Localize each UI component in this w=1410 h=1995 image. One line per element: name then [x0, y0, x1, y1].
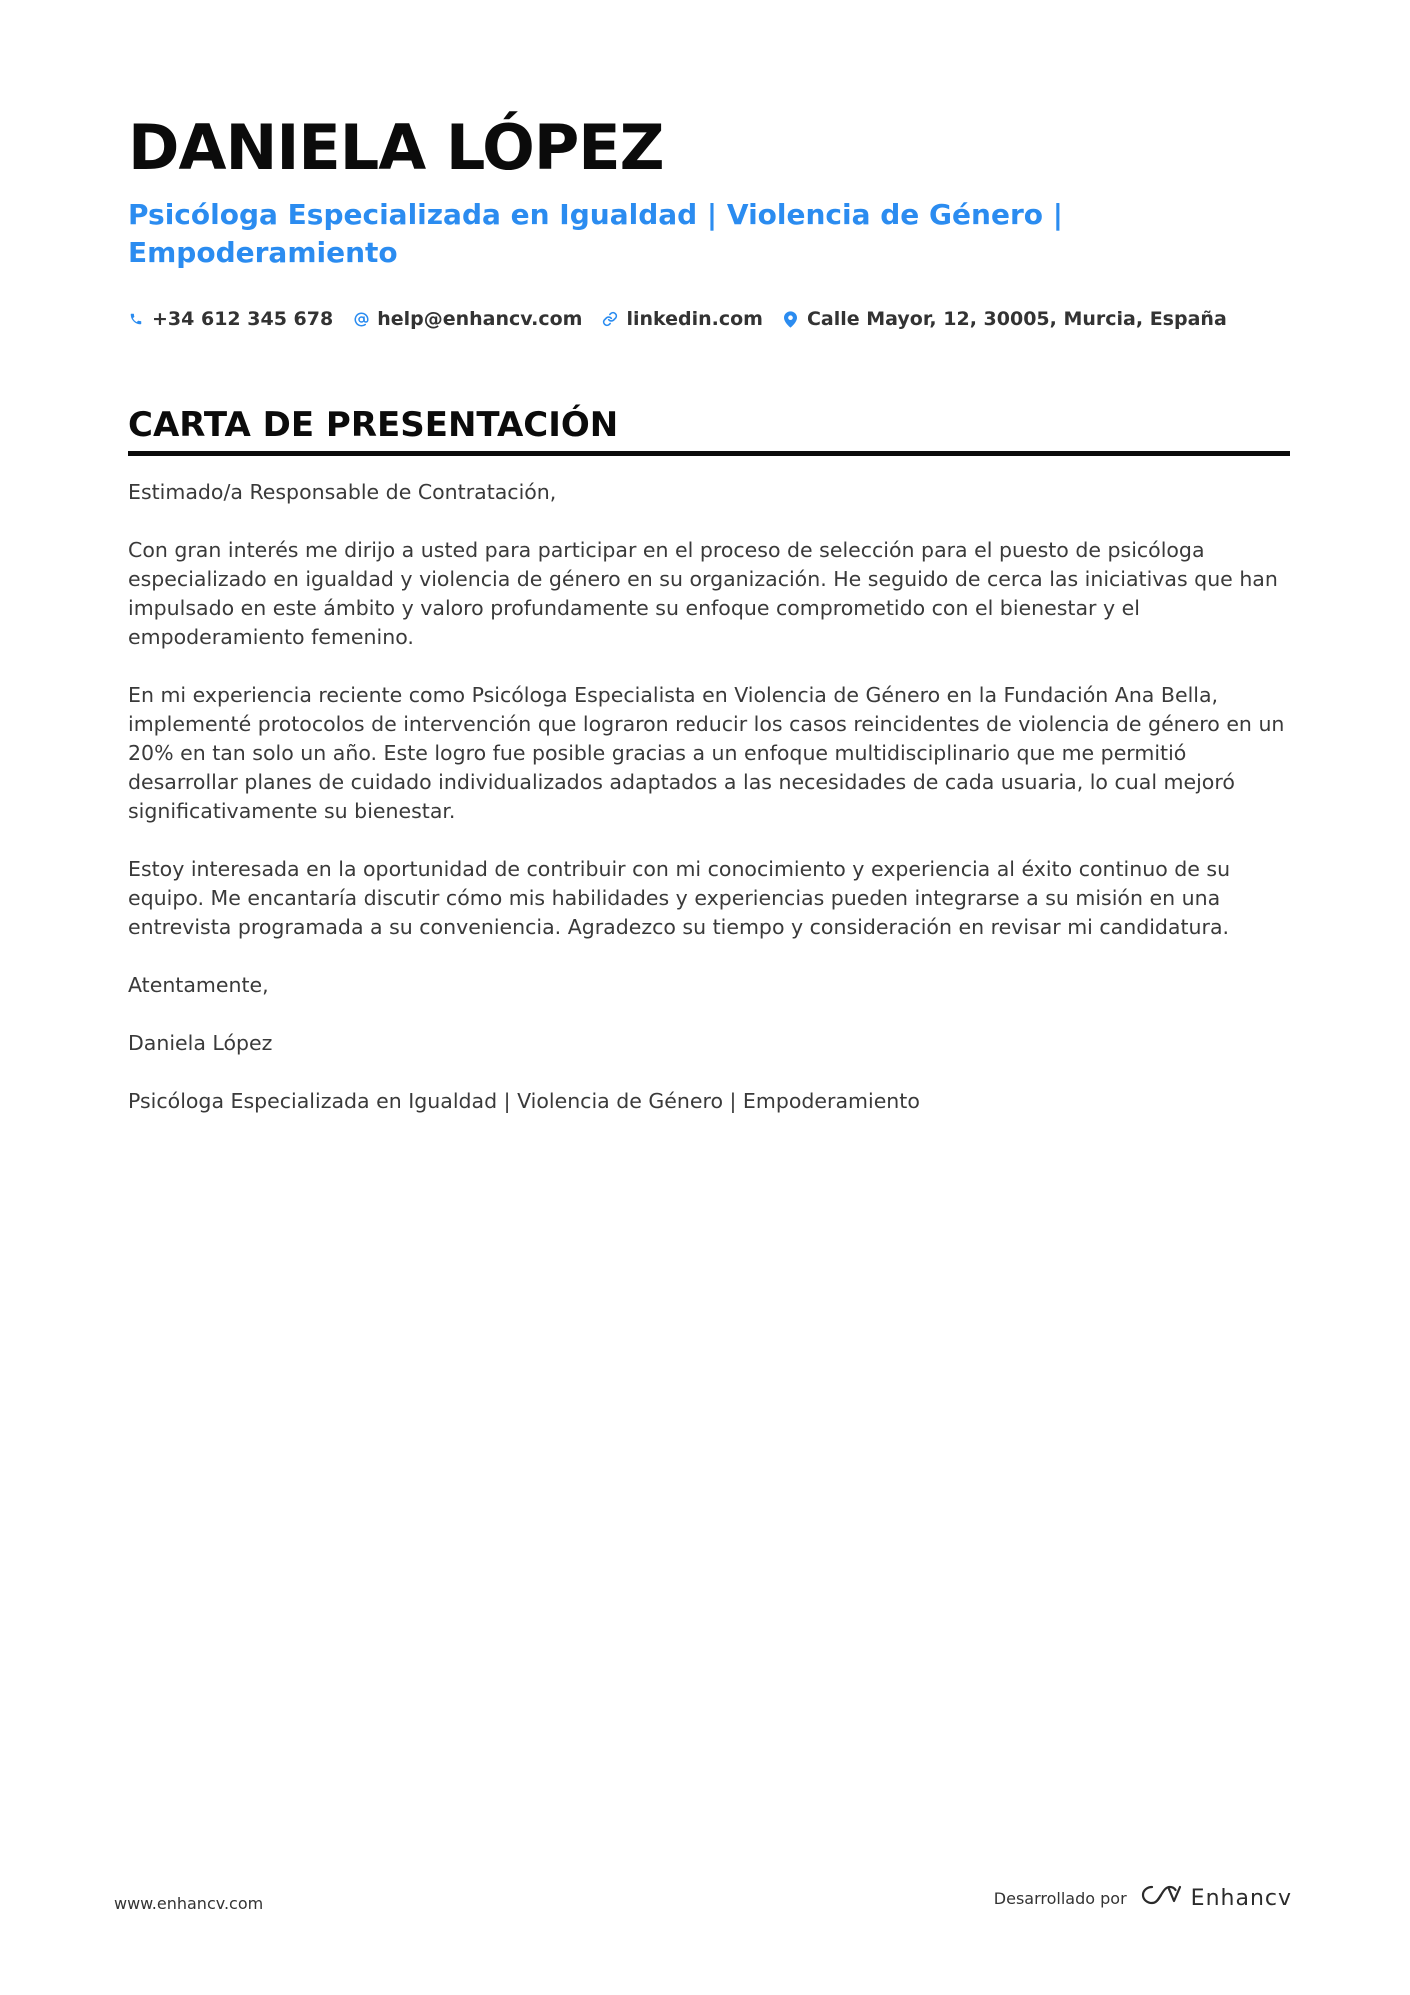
contact-phone: [128, 308, 333, 330]
cover-letter-section: [128, 402, 1290, 1145]
footer-website-link[interactable]: www.enhancv.com: [114, 1894, 264, 1913]
at-icon: [353, 310, 369, 328]
letter-paragraph: Estoy interesada en la oportunidad de contribuir con mi conocimiento y experiencia al éxito continuo de su equipo. Me encantaría discutir cómo mis habilidades y experiencias pueden integrarse a su misión en una entrevista programada a su conveniencia. Agradezco su tiempo y consideración en revisar mi candidatura.: [128, 857, 1231, 939]
address-text: Calle Mayor, 12, 30005, Murcia, España: [806, 308, 1227, 330]
phone-icon: [128, 310, 144, 328]
email-text: help@enhancv.com: [377, 308, 583, 330]
phone-text: +34 612 345 678: [152, 308, 334, 330]
contact-address: [783, 308, 1227, 330]
letter-paragraph: Con gran interés me dirijo a usted para participar en el proceso de selección para el puesto de psicóloga especializado en igualdad y violencia de género en su organización. He seguido de cerca las iniciativas que han impulsado en este ámbito y valoro profundamente su enfoque comprometido con el bienestar y el empoderamiento femenino.: [128, 538, 1278, 649]
contact-linkedin[interactable]: [602, 308, 763, 330]
section-title: CARTA DE PRESENTACIÓN: [128, 402, 1290, 456]
letter-body: [128, 478, 1290, 1116]
applicant-title: Psicóloga Especializada en Igualdad | Violencia de Género | Empoderamiento: [128, 198, 1063, 269]
applicant-name: DANIELA LÓPEZ: [128, 111, 664, 184]
letter-closing: Atentamente,: [128, 973, 269, 997]
contact-email[interactable]: [353, 308, 582, 330]
linkedin-text: linkedin.com: [626, 308, 763, 330]
letter-paragraph: En mi experiencia reciente como Psicóloga Especialista en Violencia de Género en la Fundación Ana Bella, implementé protocolos de intervención que lograron reducir los casos reincidentes de violencia de género en un 20% en tan solo un año. Este logro fue posible gracias a un enfoque multidisciplinario que me permitió desarrollar planes de cuidado individualizados adaptados a las necesidades de cada usuaria, lo cual mejoró significativamente su bienestar.: [128, 683, 1285, 823]
enhancv-logo-icon: [1139, 1883, 1183, 1913]
contact-bar: [128, 308, 1288, 330]
header: [128, 108, 1288, 330]
footer-branding: [994, 1883, 1292, 1913]
brand-name: Enhancv: [1190, 1885, 1292, 1911]
link-icon: [602, 310, 618, 328]
letter-greeting: Estimado/a Responsable de Contratación,: [128, 480, 557, 504]
location-pin-icon: [783, 310, 799, 328]
signature-title: Psicóloga Especializada en Igualdad | Violencia de Género | Empoderamiento: [128, 1089, 920, 1113]
signature-name: Daniela López: [128, 1031, 273, 1055]
brand-logo[interactable]: [1139, 1883, 1292, 1913]
powered-by-label: Desarrollado por: [993, 1888, 1127, 1908]
